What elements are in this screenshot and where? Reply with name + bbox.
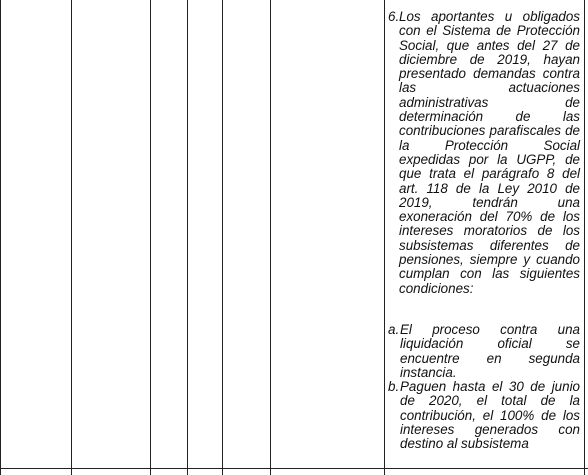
clause-text: Los aportantes u obligados con el Sistema de Protección Social, que antes del 27 de diciembre de 2019, hayan presentado demandas contra las actuaciones administrativas de determinación de las contribuciones parafiscales de la Protección Social expedidas por la UGPP, de que trata el parágrafo 8 del art. 118 de la Ley 2010 de 2019, tendrán una exoneración del 70% de los intereses moratorios de los subsistemas diferentes de pensiones, siempre y cuando cumplan con las siguientes condiciones:	[399, 9, 580, 296]
clause-number: 6.	[388, 9, 400, 24]
condition-text: El proceso contra una liquidación oficial se encuentre en segunda instancia.	[400, 321, 580, 380]
table-column-divider	[222, 0, 223, 475]
table-border-right	[584, 0, 585, 475]
table-column-divider	[384, 0, 385, 475]
condition-item	[388, 323, 580, 380]
table-row-divider	[0, 468, 588, 469]
table-column-divider	[71, 0, 72, 475]
clause-paragraph	[388, 10, 580, 296]
table-border-left	[0, 0, 1, 475]
condition-marker: a.	[388, 321, 400, 337]
table-column-divider	[187, 0, 188, 475]
table-column-divider	[270, 0, 271, 475]
condition-marker: b.	[388, 379, 400, 395]
table-column-divider	[150, 0, 151, 475]
condition-item	[388, 380, 580, 451]
paragraph-spacer	[388, 296, 580, 323]
condition-text: Paguen hasta el 30 de junio de 2020, el total de la contribución, el 100% de los intereses generados con destino al subsistema	[400, 379, 580, 452]
table-cell-text	[388, 10, 580, 452]
